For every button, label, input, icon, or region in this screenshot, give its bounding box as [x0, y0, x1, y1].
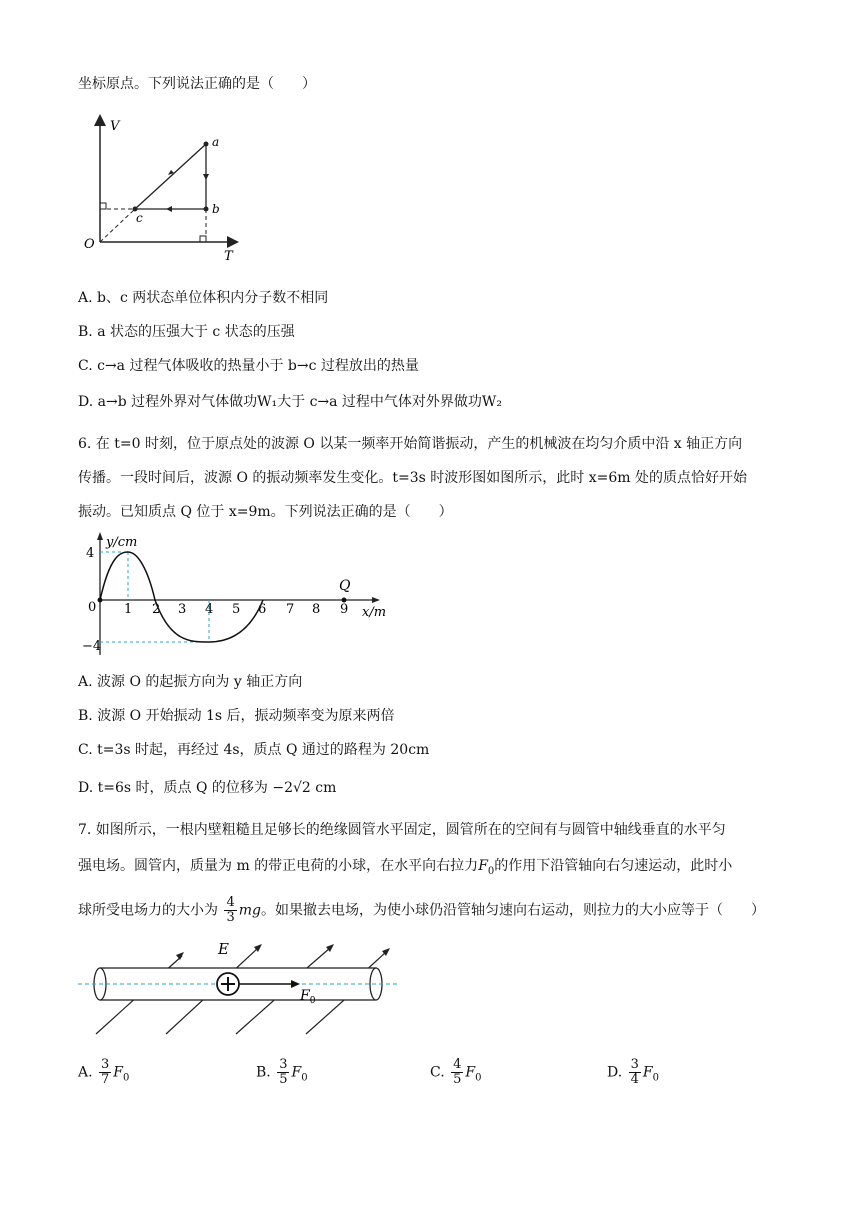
q6-stem-line-2: 传播。一段时间后，波源 O 的振动频率发生变化。t=3s 时波形图如图所示，此时 x=6m 处的质点恰好开始	[78, 470, 747, 486]
q6-option-d[interactable]: D. t=6s 时，质点 Q 的位移为 −2√2 cm	[78, 780, 337, 796]
field-e-label: E	[218, 940, 229, 958]
t-axis-label: T	[224, 249, 233, 264]
x-tick-2: 2	[152, 602, 161, 617]
q7-option-a[interactable]: A. $\frac{3}{7}$ $F_0$	[78, 1057, 130, 1087]
q6-waveform-chart	[80, 530, 400, 658]
v-axis-label: V	[110, 119, 120, 134]
point-q-label: Q	[339, 578, 351, 594]
q5-option-b[interactable]: B. a 状态的压强大于 c 状态的压强	[78, 324, 295, 340]
y-axis-label: y/cm	[106, 535, 138, 550]
q7-option-d[interactable]: D. $\frac{3}{4}$ $F_0$	[607, 1057, 660, 1087]
q7-stem-line-2: 强电场。圆管内，质量为 m 的带正电荷的小球，在水平向右拉力$F_0$的作用下沿管轴向右匀速运动，此时小	[78, 858, 733, 877]
q5-stem-tail: 坐标原点。下列说法正确的是（ ）	[78, 76, 316, 92]
q7-stem-line-1: 7. 如图所示，一根内壁粗糙且足够长的绝缘圆管水平固定，圆管所在的空间有与圆管中轴线垂直的水平匀	[78, 822, 726, 838]
q5-option-c[interactable]: C. c→a 过程气体吸收的热量小于 b→c 过程放出的热量	[78, 358, 419, 374]
force-f0-label: $F_0$	[300, 988, 316, 1006]
point-a-label: a	[212, 135, 220, 149]
q7-tube-diagram	[78, 934, 408, 1044]
q6-stem-line-3: 振动。已知质点 Q 位于 x=9m。下列说法正确的是（ ）	[78, 504, 453, 520]
q6-option-b[interactable]: B. 波源 O 开始振动 1s 后，振动频率变为原来两倍	[78, 708, 395, 724]
point-c-label: c	[136, 211, 143, 225]
q5-option-a[interactable]: A. b、c 两状态单位体积内分子数不相同	[78, 290, 329, 306]
x-tick-5: 5	[232, 602, 241, 617]
q7-option-c[interactable]: C. $\frac{4}{5}$ $F_0$	[430, 1057, 482, 1087]
x-axis-label: x/m	[362, 605, 387, 620]
origin-label: O	[84, 237, 95, 252]
x-tick-9: 9	[340, 602, 349, 617]
point-b-label: b	[212, 202, 220, 216]
x-tick-8: 8	[312, 602, 321, 617]
x-tick-1: 1	[124, 602, 133, 617]
q6-stem-line-1: 6. 在 t=0 时刻，位于原点处的波源 O 以某一频率开始简谐振动，产生的机械波在均匀介质中沿 x 轴正方向	[78, 436, 743, 452]
x-tick-3: 3	[178, 602, 187, 617]
x-tick-7: 7	[286, 602, 295, 617]
q7-force-fraction: $\frac{4}{3}$	[226, 895, 235, 925]
q5-option-d[interactable]: D. a→b 过程外界对气体做功W₁大于 c→a 过程中气体对外界做功W₂	[78, 394, 502, 410]
y-tick-neg4: −4	[82, 639, 102, 654]
x-tick-4: 4	[205, 602, 214, 617]
q7-option-b[interactable]: B. $\frac{3}{5}$ $F_0$	[256, 1057, 308, 1087]
q6-option-a[interactable]: A. 波源 O 的起振方向为 y 轴正方向	[78, 674, 303, 690]
y-tick-0: 0	[88, 600, 97, 615]
x-tick-6: 6	[258, 602, 267, 617]
y-tick-4: 4	[86, 546, 95, 561]
q6-option-c[interactable]: C. t=3s 时起，再经过 4s，质点 Q 通过的路程为 20cm	[78, 742, 430, 758]
q5-vt-diagram	[78, 112, 248, 267]
q7-stem-line-3: 球所受电场力的大小为 $\frac{4}{3}$ mg。如果撤去电场，为使小球仍沿管轴匀速向右运动，则拉力的大小应等于（ ）	[78, 895, 765, 925]
